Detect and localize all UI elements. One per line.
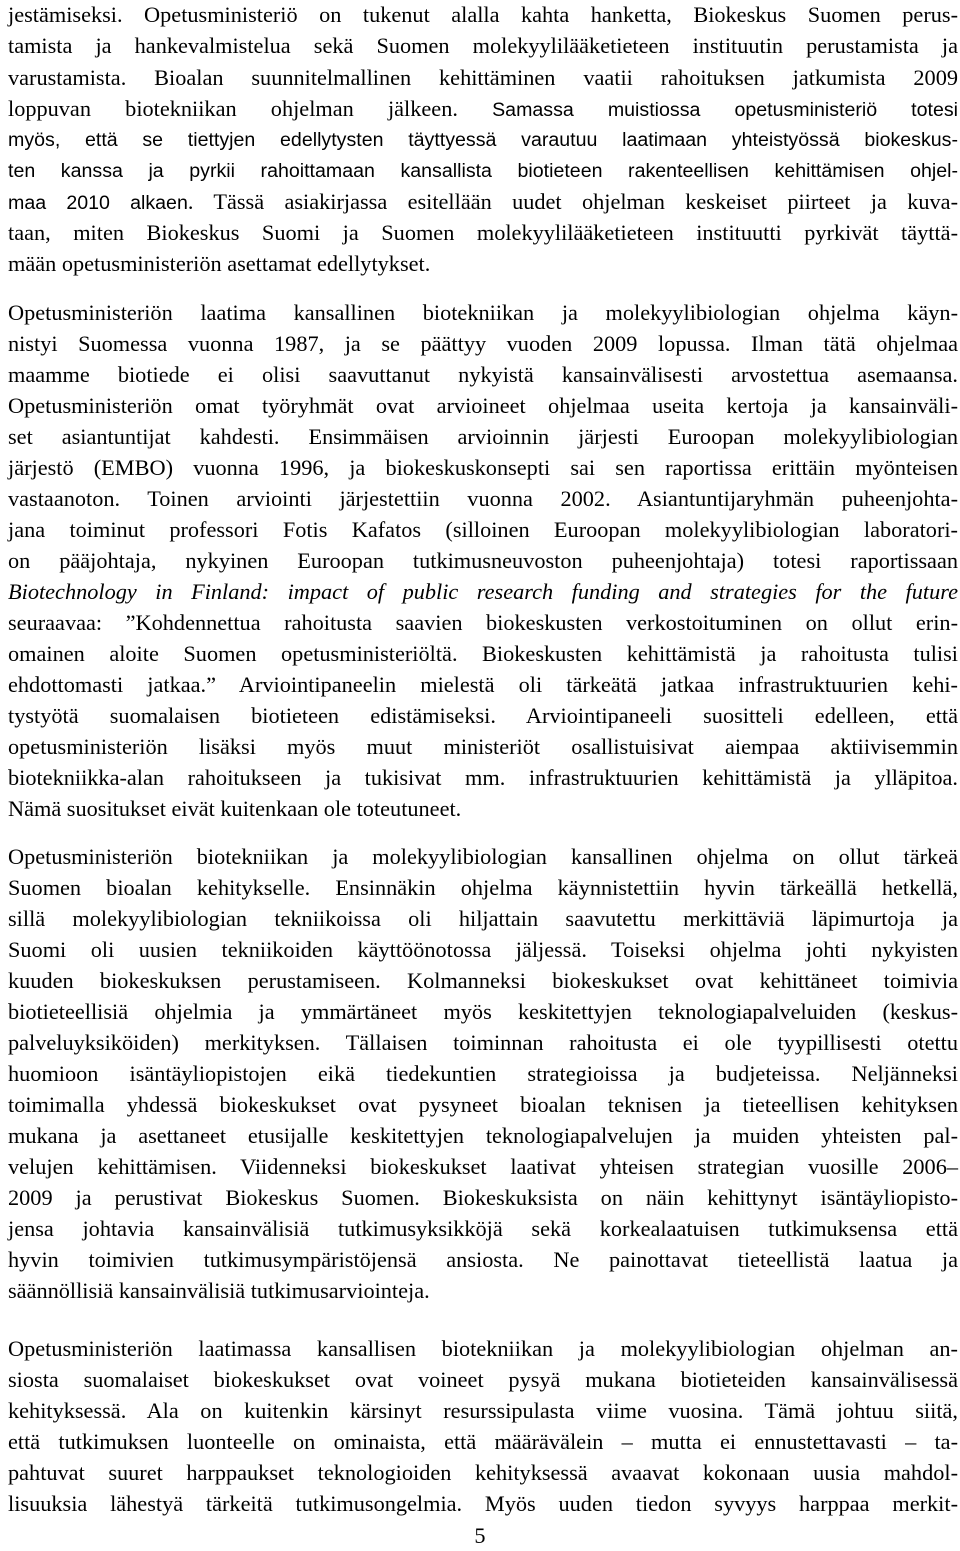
text-line: nistyi Suomessa vuonna 1987, ja se päättyy vuoden 2009 lopussa. Ilman tätä ohjelmaa (8, 331, 958, 356)
text-segment-quote: maa 2010 alkaen (8, 192, 188, 214)
text-line: taan, miten Biokeskus Suomi ja Suomen molekyylilääketieteen instituutti pyrkivät täyttä- (8, 220, 958, 245)
text-line: varustamista. Bioalan suunnitelmallinen kehittäminen vaatii rahoituksen jatkumista 2009 (8, 65, 958, 90)
text-line: pahtuvat suuret harppaukset teknologioiden kehityksessä avaavat kokonaan uusia mahdol- (8, 1460, 958, 1485)
text-segment-quote: Samassa muistiossa opetusministeriö totesi (492, 99, 958, 121)
text-segment: loppuvan biotekniikan ohjelman jälkeen. (8, 96, 493, 121)
text-line: järjestö (EMBO) vuonna 1996, ja biokeskuskonsepti sai sen raportissa erittäin myönteisen (8, 455, 958, 480)
report-title-line: Biotechnology in Finland: impact of public research funding and strategies for the future (8, 579, 958, 604)
text-segment: ten kanssa ja pyrkii rahoittamaan kansallista biotieteen rakenteellisen kehittämisen ohjel- (8, 160, 958, 182)
text-line: Opetusministeriön omat työryhmät ovat arvioineet ohjelmaa useita kertoja ja kansainväli- (8, 393, 958, 418)
text-line (8, 187, 958, 217)
text-line: kuuden biokeskuksen perustamiseen. Kolmanneksi biokeskukset ovat kehittäneet toimivia (8, 968, 958, 993)
text-line: biotieteellisiä ohjelmia ja ymmärtäneet myös keskitettyjen teknologiapalveluiden (keskus- (8, 999, 958, 1024)
text-line: että tutkimuksen luonteelle on ominaista, että määrävälein – mutta ei ennustettavasti – ta- (8, 1429, 958, 1454)
text-line: Opetusministeriön biotekniikan ja molekyylibiologian kansallinen ohjelma on ollut tärkeä (8, 844, 958, 869)
page-number: 5 (474, 1523, 486, 1548)
text-line: sillä molekyylibiologian tekniikoissa oli hiljattain saavutettu merkittäviä läpimurtoja ja (8, 906, 958, 931)
text-line: Opetusministeriön laatima kansallinen biotekniikan ja molekyylibiologian ohjelma käyn- (8, 300, 958, 325)
text-line (8, 125, 958, 155)
text-segment: . Tässä asiakirjassa esitellään uudet ohjelman keskeiset piirteet ja kuva- (187, 189, 958, 214)
text-line: hyvin toimivien tutkimusympäristöjensä ansiosta. Ne painottavat tieteellistä laatua ja (8, 1247, 958, 1272)
text-line: siosta suomalaiset biokeskukset ovat voineet pysyä mukana biotieteiden kansainvälisessä (8, 1367, 958, 1392)
text-line: säännöllisiä kansainvälisiä tutkimusarviointeja. (8, 1278, 430, 1303)
text-line: 2009 ja perustivat Biokeskus Suomen. Biokeskuksista on näin kehittynyt isäntäyliopisto- (8, 1185, 958, 1210)
text-line: omainen aloite Suomen opetusministeriöltä. Biokeskusten kehittämistä ja rahoitusta tulisi (8, 641, 958, 666)
text-segment: myös, että se tiettyjen edellytysten täyttyessä (8, 129, 522, 151)
text-line: Opetusministeriön laatimassa kansallisen biotekniikan ja molekyylibiologian ohjelman an- (8, 1336, 958, 1361)
text-line: biotekniikka-alan rahoitukseen ja tukisivat mm. infrastruktuurien kehittämistä ja ylläpitoa. (8, 765, 958, 790)
text-line: velujen kehittämisen. Viidenneksi biokeskukset laativat yhteisen strategian vuosille 2006– (8, 1154, 958, 1179)
text-line (8, 156, 958, 186)
text-line: maamme biotiede ei olisi saavuttanut nykyistä kansainvälisesti arvostettua asemaansa. (8, 362, 958, 387)
text-line: jensa johtavia kansainvälisiä tutkimusyksikköjä sekä korkealaatuisen tutkimuksensa että (8, 1216, 958, 1241)
text-line: set asiantuntijat kahdesti. Ensimmäisen arvioinnin järjesti Euroopan molekyylibiologian (8, 424, 958, 449)
text-line: mään opetusministeriön asettamat edellytykset. (8, 251, 431, 276)
text-line: tamista ja hankevalmistelua sekä Suomen molekyylilääketieteen instituutin perustamista ja (8, 33, 958, 58)
text-line: palveluyksiköiden) merkityksen. Tällaisen toiminnan rahoitusta ei ole tyypillisesti otettu (8, 1030, 958, 1055)
text-line: opetusministeriön lisäksi myös muut ministeriöt osallistuisivat aiempaa aktiivisemmin (8, 734, 958, 759)
text-line: jana toiminut professori Fotis Kafatos (silloinen Euroopan molekyylibiologian laboratori- (8, 517, 958, 542)
text-line: toimimalla yhdessä biokeskukset ovat pysyneet bioalan teknisen ja tieteellisen kehityksen (8, 1092, 958, 1117)
text-line: vastaanoton. Toinen arviointi järjestettiin vuonna 2002. Asiantuntijaryhmän puheenjohta- (8, 486, 958, 511)
text-line: mukana ja asettaneet etusijalle keskitettyjen teknologiapalvelujen ja muiden yhteisten pal- (8, 1123, 958, 1148)
text-line: ehdottomasti jatkaa.” Arviointipaneelin mielestä oli tärkeätä jatkaa infrastruktuurien kehi- (8, 672, 958, 697)
text-line: seuraavaa: ”Kohdennettua rahoitusta saavien biokeskusten verkostoituminen on ollut erin- (8, 610, 958, 635)
text-line: lisuuksia lähestyä tärkeitä tutkimusongelmia. Myös uuden tiedon syvyys harppaa merkit- (8, 1491, 958, 1516)
text-line: Suomen bioalan kehitykselle. Ensinnäkin ohjelma käynnistettiin hyvin tärkeällä hetkellä, (8, 875, 958, 900)
text-line: on pääjohtaja, nykyinen Euroopan tutkimusneuvoston puheenjohtaja) totesi raportissaan (8, 548, 958, 573)
text-line: kehityksessä. Ala on kuitenkin kärsinyt resurssipulasta viime vuosina. Tämä johtuu siitä, (8, 1398, 958, 1423)
text-line: jestämiseksi. Opetusministeriö on tukenut alalla kahta hanketta, Biokeskus Suomen perus- (8, 2, 958, 27)
text-line: Suomi oli uusien tekniikoiden käyttöönotossa jäljessä. Toiseksi ohjelma johti nykyisten (8, 937, 958, 962)
text-line: tystyötä suomalaisen biotieteen edistämiseksi. Arviointipaneeli suositteli edelleen, että (8, 703, 958, 728)
text-segment: varautuu laatimaan yhteistyössä biokeskus- (521, 129, 958, 151)
text-line: huomioon isäntäyliopistojen eikä tiedekuntien strategioissa ja budjeteissa. Neljänneksi (8, 1061, 958, 1086)
text-line (8, 94, 958, 124)
text-line: Nämä suositukset eivät kuitenkaan ole toteutuneet. (8, 796, 462, 821)
